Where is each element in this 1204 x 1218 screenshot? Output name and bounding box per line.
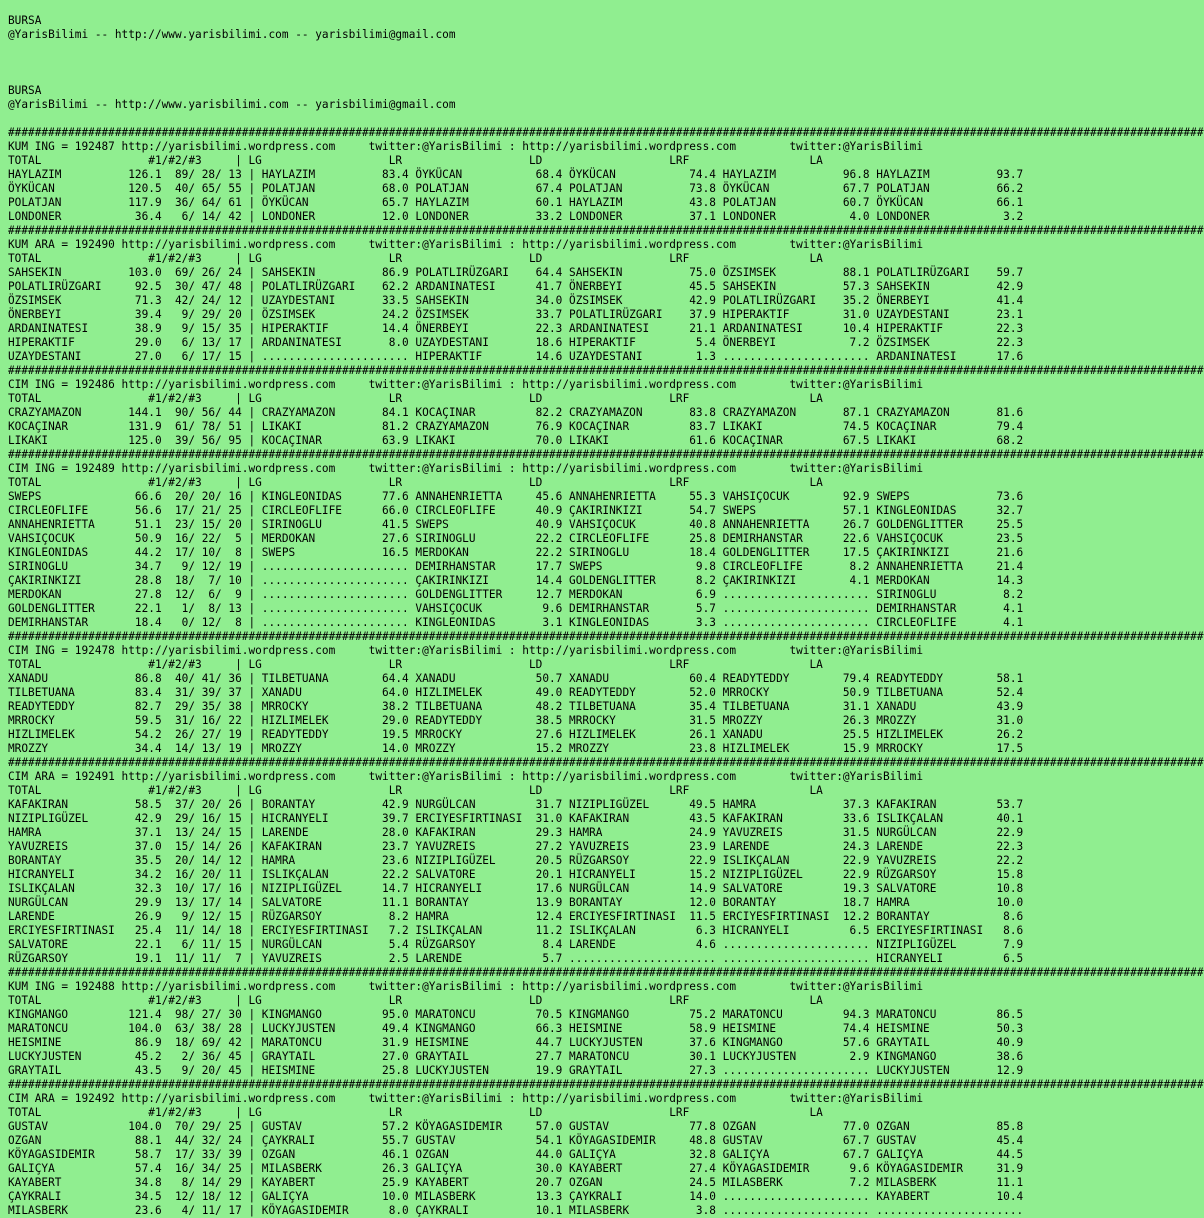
text-line: MARATONCU 104.0 63/ 38/ 28 | LUCKYJUSTEN 49.4 KINGMANGO 66.3 HEISMINE 58.9 HEISMINE 74.4 HEISMINE 50.3 (8, 1022, 1024, 1035)
text-line: POLATJAN 117.9 36/ 64/ 61 | ÖYKÜCAN 65.7 HAYLAZIM 60.1 HAYLAZIM 43.8 POLATJAN 60.7 ÖYKÜCAN 66.1 (8, 196, 1024, 209)
text-line: ################################################################################################################################################################################### (8, 756, 1204, 769)
text-line: HAMRA 37.1 13/ 24/ 15 | LARENDE 28.0 KAFAKIRAN 29.3 HAMRA 24.9 YAVUZREIS 31.5 NURGÜLCAN 22.9 (8, 826, 1024, 839)
text-line: MROZZY 34.4 14/ 13/ 19 | MROZZY 14.0 MROZZY 15.2 MROZZY 23.8 HIZLIMELEK 15.9 MRROCKY 17.5 (8, 742, 1024, 755)
text-line (8, 0, 1072, 14)
text-line: LONDONER 36.4 6/ 14/ 42 | LONDONER 12.0 LONDONER 33.2 LONDONER 37.1 LONDONER 4.0 LONDONER 3.2 (8, 210, 1024, 223)
text-line: LIKAKI 125.0 39/ 56/ 95 | KOCAÇINAR 63.9 LIKAKI 70.0 LIKAKI 61.6 KOCAÇINAR 67.5 LIKAKI 68.2 (8, 434, 1024, 447)
text-line: KOCAÇINAR 131.9 61/ 78/ 51 | LIKAKI 81.2 CRAZYAMAZON 76.9 KOCAÇINAR 83.7 LIKAKI 74.5 KOCAÇINAR 79.4 (8, 420, 1024, 433)
text-line: SAHSEKIN 103.0 69/ 26/ 24 | SAHSEKIN 86.9 POLATLIRÜZGARI 64.4 SAHSEKIN 75.0 ÖZSIMSEK 88.1 POLATLIRÜZGARI 59.7 (8, 266, 1024, 279)
text-line: CIM ING = 192489 http://yarisbilimi.wordpress.com twitter:@YarisBilimi : http://yarisbilimi.wordpress.com twitter:@YarisBilimi (8, 462, 924, 475)
text-line: MRROCKY 59.5 31/ 16/ 22 | HIZLIMELEK 29.0 READYTEDDY 38.5 MRROCKY 31.5 MROZZY 26.3 MROZZY 31.0 (8, 714, 1024, 727)
text-line: OZGAN 88.1 44/ 32/ 24 | ÇAYKRALI 55.7 GUSTAV 54.1 KÖYAGASIDEMIR 48.8 GUSTAV 67.7 GUSTAV 45.4 (8, 1134, 1024, 1147)
text-line: BURSA (8, 14, 42, 27)
text-line: TOTAL #1/#2/#3 | LG LR LD LRF LA (8, 658, 823, 671)
text-line: SWEPS 66.6 20/ 20/ 16 | KINGLEONIDAS 77.6 ANNAHENRIETTA 45.6 ANNAHENRIETTA 55.3 VAHSIÇOCUK 92.9 SWEPS 73.6 (8, 490, 1024, 503)
text-line: CRAZYAMAZON 144.1 90/ 56/ 44 | CRAZYAMAZON 84.1 KOCAÇINAR 82.2 CRAZYAMAZON 83.8 CRAZYAMAZON 87.1 CRAZYAMAZON 81.6 (8, 406, 1024, 419)
text-line: GRAYTAIL 43.5 9/ 20/ 45 | HEISMINE 25.8 LUCKYJUSTEN 19.9 GRAYTAIL 27.3 ...................... LUCKYJUSTEN 12.9 (8, 1064, 1024, 1077)
text-line: ################################################################################################################################################################################### (8, 364, 1204, 377)
text-line: UZAYDESTANI 27.0 6/ 17/ 15 | ...................... HIPERAKTIF 14.6 UZAYDESTANI 1.3 ...................... ARDANINATESI 17.6 (8, 350, 1024, 363)
text-line (8, 56, 1072, 70)
text-line (8, 70, 1072, 84)
text-line: POLATLIRÜZGARI 92.5 30/ 47/ 48 | POLATLIRÜZGARI 62.2 ARDANINATESI 41.7 ÖNERBEYI 45.5 SAHSEKIN 57.3 SAHSEKIN 42.9 (8, 280, 1024, 293)
text-line: HIPERAKTIF 29.0 6/ 13/ 17 | ARDANINATESI 8.0 UZAYDESTANI 18.6 HIPERAKTIF 5.4 ÖNERBEYI 7.2 ÖZSIMSEK 22.3 (8, 336, 1024, 349)
text-line: NIZIPLIGÜZEL 42.9 29/ 16/ 15 | HICRANYELI 39.7 ERCIYESFIRTINASI 31.0 KAFAKIRAN 43.5 KAFAKIRAN 33.6 ISLIKÇALAN 40.1 (8, 812, 1024, 825)
text-line: CIRCLEOFLIFE 56.6 17/ 21/ 25 | CIRCLEOFLIFE 66.0 CIRCLEOFLIFE 40.9 ÇAKIRINKIZI 54.7 SWEPS 57.1 KINGLEONIDAS 32.7 (8, 504, 1024, 517)
text-line: TOTAL #1/#2/#3 | LG LR LD LRF LA (8, 252, 823, 265)
text-line: ################################################################################################################################################################################### (8, 126, 1204, 139)
text-line: @YarisBilimi -- http://www.yarisbilimi.com -- yarisbilimi@gmail.com (8, 98, 456, 111)
text-line: ################################################################################################################################################################################### (8, 966, 1204, 979)
text-line: ÖYKÜCAN 120.5 40/ 65/ 55 | POLATJAN 68.0 POLATJAN 67.4 POLATJAN 73.8 ÖYKÜCAN 67.7 POLATJAN 66.2 (8, 182, 1024, 195)
text-line: CIM ING = 192478 http://yarisbilimi.wordpress.com twitter:@YarisBilimi : http://yarisbilimi.wordpress.com twitter:@YarisBilimi (8, 644, 924, 657)
text-line: BORANTAY 35.5 20/ 14/ 12 | HAMRA 23.6 NIZIPLIGÜZEL 20.5 RÜZGARSOY 22.9 ISLIKÇALAN 22.9 YAVUZREIS 22.2 (8, 854, 1024, 867)
text-line: ################################################################################################################################################################################### (8, 224, 1204, 237)
text-line: ISLIKÇALAN 32.3 10/ 17/ 16 | NIZIPLIGÜZEL 14.7 HICRANYELI 17.6 NURGÜLCAN 14.9 SALVATORE 19.3 SALVATORE 10.8 (8, 882, 1024, 895)
text-line: KAFAKIRAN 58.5 37/ 20/ 26 | BORANTAY 42.9 NURGÜLCAN 31.7 NIZIPLIGÜZEL 49.5 HAMRA 37.3 KAFAKIRAN 53.7 (8, 798, 1024, 811)
text-line: NURGÜLCAN 29.9 13/ 17/ 14 | SALVATORE 11.1 BORANTAY 13.9 BORANTAY 12.0 BORANTAY 18.7 HAMRA 10.0 (8, 896, 1024, 909)
text-line: DEMIRHANSTAR 18.4 0/ 12/ 8 | ...................... KINGLEONIDAS 3.1 KINGLEONIDAS 3.3 ...................... CIRCLEOFLIFE 4.1 (8, 616, 1024, 629)
text-line: SALVATORE 22.1 6/ 11/ 15 | NURGÜLCAN 5.4 RÜZGARSOY 8.4 LARENDE 4.6 ...................... NIZIPLIGÜZEL 7.9 (8, 938, 1024, 951)
text-line: ÖZSIMSEK 71.3 42/ 24/ 12 | UZAYDESTANI 33.5 SAHSEKIN 34.0 ÖZSIMSEK 42.9 POLATLIRÜZGARI 35.2 ÖNERBEYI 41.4 (8, 294, 1024, 307)
text-line: ANNAHENRIETTA 51.1 23/ 15/ 20 | SIRINOGLU 41.5 SWEPS 40.9 VAHSIÇOCUK 40.8 ANNAHENRIETTA 26.7 GOLDENGLITTER 25.5 (8, 518, 1024, 531)
text-line: TOTAL #1/#2/#3 | LG LR LD LRF LA (8, 476, 823, 489)
text-line: BURSA (8, 84, 42, 97)
text-line: HAYLAZIM 126.1 89/ 28/ 13 | HAYLAZIM 83.4 ÖYKÜCAN 68.4 ÖYKÜCAN 74.4 HAYLAZIM 96.8 HAYLAZIM 93.7 (8, 168, 1024, 181)
text-line: YAVUZREIS 37.0 15/ 14/ 26 | KAFAKIRAN 23.7 YAVUZREIS 27.2 YAVUZREIS 23.9 LARENDE 24.3 LARENDE 22.3 (8, 840, 1024, 853)
text-line: ARDANINATESI 38.9 9/ 15/ 35 | HIPERAKTIF 14.4 ÖNERBEYI 22.3 ARDANINATESI 21.1 ARDANINATESI 10.4 HIPERAKTIF 22.3 (8, 322, 1024, 335)
text-line: ################################################################################################################################################################################### (8, 630, 1204, 643)
text-line: XANADU 86.8 40/ 41/ 36 | TILBETUANA 64.4 XANADU 50.7 XANADU 60.4 READYTEDDY 79.4 READYTEDDY 58.1 (8, 672, 1024, 685)
text-line: KINGMANGO 121.4 98/ 27/ 30 | KINGMANGO 95.0 MARATONCU 70.5 KINGMANGO 75.2 MARATONCU 94.3 MARATONCU 86.5 (8, 1008, 1024, 1021)
text-line: ÇAKIRINKIZI 28.8 18/ 7/ 10 | ...................... ÇAKIRINKIZI 14.4 GOLDENGLITTER 8.2 ÇAKIRINKIZI 4.1 MERDOKAN 14.3 (8, 574, 1024, 587)
text-line: CIM ARA = 192491 http://yarisbilimi.wordpress.com twitter:@YarisBilimi : http://yarisbilimi.wordpress.com twitter:@YarisBilimi (8, 770, 924, 783)
text-line: KUM ING = 192488 http://yarisbilimi.wordpress.com twitter:@YarisBilimi : http://yarisbilimi.wordpress.com twitter:@YarisBilimi (8, 980, 924, 993)
text-line: GOLDENGLITTER 22.1 1/ 8/ 13 | ...................... VAHSIÇOCUK 9.6 DEMIRHANSTAR 5.7 ...................... DEMIRHANSTAR 4.1 (8, 602, 1024, 615)
text-line: LUCKYJUSTEN 45.2 2/ 36/ 45 | GRAYTAIL 27.0 GRAYTAIL 27.7 MARATONCU 30.1 LUCKYJUSTEN 2.9 KINGMANGO 38.6 (8, 1050, 1024, 1063)
text-line: SIRINOGLU 34.7 9/ 12/ 19 | ...................... DEMIRHANSTAR 17.7 SWEPS 9.8 CIRCLEOFLIFE 8.2 ANNAHENRIETTA 21.4 (8, 560, 1024, 573)
text-line: TILBETUANA 83.4 31/ 39/ 37 | XANADU 64.0 HIZLIMELEK 49.0 READYTEDDY 52.0 MRROCKY 50.9 TILBETUANA 52.4 (8, 686, 1024, 699)
text-line: ERCIYESFIRTINASI 25.4 11/ 14/ 18 | ERCIYESFIRTINASI 7.2 ISLIKÇALAN 11.2 ISLIKÇALAN 6.3 HICRANYELI 6.5 ERCIYESFIRTINASI 8.6 (8, 924, 1024, 937)
text-line: GUSTAV 104.0 70/ 29/ 25 | GUSTAV 57.2 KÖYAGASIDEMIR 57.0 GUSTAV 77.8 OZGAN 77.0 OZGAN 85.8 (8, 1120, 1024, 1133)
text-line: LARENDE 26.9 9/ 12/ 15 | RÜZGARSOY 8.2 HAMRA 12.4 ERCIYESFIRTINASI 11.5 ERCIYESFIRTINASI 12.2 BORANTAY 8.6 (8, 910, 1024, 923)
text-line: RÜZGARSOY 19.1 11/ 11/ 7 | YAVUZREIS 2.5 LARENDE 5.7 ...................... ...................... HICRANYELI 6.5 (8, 952, 1024, 965)
text-line: MERDOKAN 27.8 12/ 6/ 9 | ...................... GOLDENGLITTER 12.7 MERDOKAN 6.9 ...................... SIRINOGLU 8.2 (8, 588, 1024, 601)
text-line: CIM ARA = 192492 http://yarisbilimi.wordpress.com twitter:@YarisBilimi : http://yarisbilimi.wordpress.com twitter:@YarisBilimi (8, 1092, 924, 1105)
text-line: @YarisBilimi -- http://www.yarisbilimi.com -- yarisbilimi@gmail.com (8, 28, 456, 41)
text-line: ÖNERBEYI 39.4 9/ 29/ 20 | ÖZSIMSEK 24.2 ÖZSIMSEK 33.7 POLATLIRÜZGARI 37.9 HIPERAKTIF 31.0 UZAYDESTANI 23.1 (8, 308, 1024, 321)
text-line: KAYABERT 34.8 8/ 14/ 29 | KAYABERT 25.9 KAYABERT 20.7 OZGAN 24.5 MILASBERK 7.2 MILASBERK 11.1 (8, 1176, 1024, 1189)
text-line: ################################################################################################################################################################################### (8, 1078, 1204, 1091)
text-line: TOTAL #1/#2/#3 | LG LR LD LRF LA (8, 784, 823, 797)
text-line: KUM ING = 192487 http://yarisbilimi.wordpress.com twitter:@YarisBilimi : http://yarisbilimi.wordpress.com twitter:@YarisBilimi (8, 140, 924, 153)
text-line: KUM ARA = 192490 http://yarisbilimi.wordpress.com twitter:@YarisBilimi : http://yarisbilimi.wordpress.com twitter:@YarisBilimi (8, 238, 924, 251)
text-line: VAHSIÇOCUK 50.9 16/ 22/ 5 | MERDOKAN 27.6 SIRINOGLU 22.2 CIRCLEOFLIFE 25.8 DEMIRHANSTAR 22.6 VAHSIÇOCUK 23.5 (8, 532, 1024, 545)
text-line: TOTAL #1/#2/#3 | LG LR LD LRF LA (8, 154, 823, 167)
text-line: MILASBERK 23.6 4/ 11/ 17 | KÖYAGASIDEMIR 8.0 ÇAYKRALI 10.1 MILASBERK 3.8 ...................... ...................... (8, 1204, 1024, 1217)
text-line: TOTAL #1/#2/#3 | LG LR LD LRF LA (8, 1106, 823, 1119)
text-line: HICRANYELI 34.2 16/ 20/ 11 | ISLIKÇALAN 22.2 SALVATORE 20.1 HICRANYELI 15.2 NIZIPLIGÜZEL 22.9 RÜZGARSOY 15.8 (8, 868, 1024, 881)
text-line: GALIÇYA 57.4 16/ 34/ 25 | MILASBERK 26.3 GALIÇYA 30.0 KAYABERT 27.4 KÖYAGASIDEMIR 9.6 KÖYAGASIDEMIR 31.9 (8, 1162, 1024, 1175)
text-line: TOTAL #1/#2/#3 | LG LR LD LRF LA (8, 994, 823, 1007)
text-line: ÇAYKRALI 34.5 12/ 18/ 12 | GALIÇYA 10.0 MILASBERK 13.3 ÇAYKRALI 14.0 ...................... KAYABERT 10.4 (8, 1190, 1024, 1203)
text-line: KINGLEONIDAS 44.2 17/ 10/ 8 | SWEPS 16.5 MERDOKAN 22.2 SIRINOGLU 18.4 GOLDENGLITTER 17.5 ÇAKIRINKIZI 21.6 (8, 546, 1024, 559)
text-line: HEISMINE 86.9 18/ 69/ 42 | MARATONCU 31.9 HEISMINE 44.7 LUCKYJUSTEN 37.6 KINGMANGO 57.6 GRAYTAIL 40.9 (8, 1036, 1024, 1049)
text-line: READYTEDDY 82.7 29/ 35/ 38 | MRROCKY 38.2 TILBETUANA 48.2 TILBETUANA 35.4 TILBETUANA 31.1 XANADU 43.9 (8, 700, 1024, 713)
text-line: ################################################################################################################################################################################### (8, 448, 1204, 461)
text-line: CIM ING = 192486 http://yarisbilimi.wordpress.com twitter:@YarisBilimi : http://yarisbilimi.wordpress.com twitter:@YarisBilimi (8, 378, 924, 391)
text-line (8, 112, 1072, 126)
text-line: KÖYAGASIDEMIR 58.7 17/ 33/ 39 | OZGAN 46.1 OZGAN 44.0 GALIÇYA 32.8 GALIÇYA 67.7 GALIÇYA 44.5 (8, 1148, 1024, 1161)
text-line (8, 42, 1072, 56)
text-line: TOTAL #1/#2/#3 | LG LR LD LRF LA (8, 392, 823, 405)
text-line: HIZLIMELEK 54.2 26/ 27/ 19 | READYTEDDY 19.5 MRROCKY 27.6 HIZLIMELEK 26.1 XANADU 25.5 HIZLIMELEK 26.2 (8, 728, 1024, 741)
